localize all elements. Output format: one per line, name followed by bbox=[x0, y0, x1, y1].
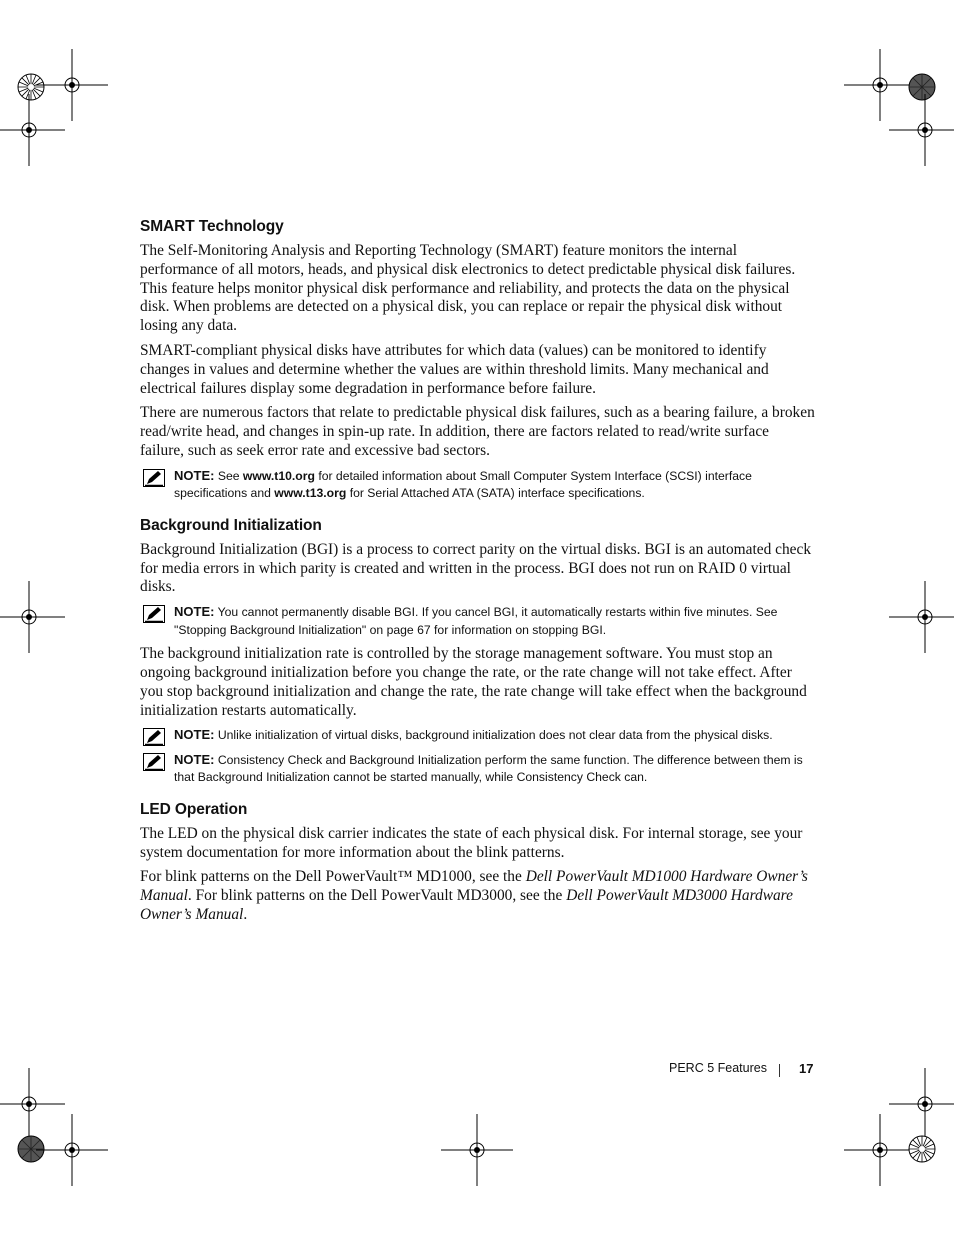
note-label: NOTE: bbox=[174, 467, 215, 483]
page-content bbox=[140, 218, 816, 931]
text-run: For blink patterns on the Dell PowerVault™ MD1000, see the bbox=[140, 868, 522, 886]
note-link-t13[interactable]: www.t13.org bbox=[274, 486, 347, 501]
section-heading-bgi: Background Initialization bbox=[140, 516, 322, 534]
note-bgi-initialization bbox=[140, 726, 816, 745]
note-bgi-disable bbox=[140, 603, 816, 639]
paragraph: The LED on the physical disk carrier indicates the state of each physical disk. For internal storage, see your system documentation for more information about the blink patterns. bbox=[140, 824, 803, 861]
paragraph: The background initialization rate is controlled by the storage management software. You must stop an ongoing background initialization before you change the rate, or the rate change will not take effect. After you stop background initialization and change the rate, the rate change will take effect when the background initialization restarts automatically. bbox=[140, 645, 807, 719]
paragraph-blink-patterns bbox=[140, 868, 816, 924]
footer-divider bbox=[779, 1064, 780, 1077]
section-heading-led: LED Operation bbox=[140, 800, 248, 818]
note-label: NOTE: bbox=[174, 727, 215, 743]
note-text: for detailed information about Small Computer System Interface (SCSI) interface specifications and bbox=[174, 468, 752, 501]
paragraph: There are numerous factors that relate to predictable physical disk failures, such as a bearing failure, a broken read/write head, and changes in spin-up rate. In addition, there are factors related to read/write surface failure, such as seek error rate and excessive bad sectors. bbox=[140, 404, 815, 459]
paragraph: Background Initialization (BGI) is a process to correct parity on the virtual disks. BGI is an automated check for media errors in which parity is created and written in the process. BGI does not run on RAID 0 virtual disks. bbox=[140, 540, 812, 596]
note-text: Unlike initialization of virtual disks, background initialization does not clear data from the physical disks. bbox=[217, 728, 773, 743]
note-consistency-check bbox=[140, 751, 816, 787]
note-text: You cannot permanently disable BGI. If you cancel BGI, it automatically restarts within five minutes. See "Stopping Background Initialization" on page 67 for information on stopping BGI. bbox=[174, 605, 778, 637]
note-text: Consistency Check and Background Initialization perform the same function. The difference between them is that Background Initialization cannot be started manually, while Consistency Check can. bbox=[174, 752, 803, 785]
note-text: for Serial Attached ATA (SATA) interface specifications. bbox=[349, 486, 645, 501]
text-run: . bbox=[243, 906, 248, 924]
paragraph: The Self-Monitoring Analysis and Reporting Technology (SMART) feature monitors the internal performance of all motors, heads, and physical disk electronics to detect predictable physical disk failures. This feature helps monitor physical disk performance and reliability, and protects the data on the physical disk. When problems are detected on a physical disk, you can replace or repair the physical disk without losing any data. bbox=[140, 242, 796, 335]
note-label: NOTE: bbox=[174, 751, 215, 767]
note-smart bbox=[140, 467, 816, 503]
note-text: See bbox=[217, 468, 240, 483]
footer-section-title: PERC 5 Features bbox=[669, 1061, 767, 1075]
manual-title-md3000: Dell PowerVault MD3000 Hardware Owner’s Manual bbox=[140, 887, 793, 924]
note-label: NOTE: bbox=[174, 604, 215, 620]
text-run: . For blink patterns on the Dell PowerVault MD3000, see the bbox=[187, 887, 563, 905]
note-pencil-icon bbox=[143, 728, 165, 746]
paragraph: SMART-compliant physical disks have attributes for which data (values) can be monitored to identify changes in values and determine whether the values are within threshold limits. Many mechanical and electrical failures display some degradation in performance before failure. bbox=[140, 341, 769, 397]
note-link-t10[interactable]: www.t10.org bbox=[242, 468, 315, 483]
manual-title-md1000: Dell PowerVault MD1000 Hardware Owner’s Manual bbox=[140, 868, 808, 905]
page-footer bbox=[669, 1061, 819, 1075]
note-pencil-icon bbox=[143, 605, 165, 623]
note-pencil-icon bbox=[143, 753, 165, 771]
page-number: 17 bbox=[799, 1061, 814, 1076]
section-heading-smart: SMART Technology bbox=[140, 218, 284, 235]
note-pencil-icon bbox=[143, 469, 165, 487]
